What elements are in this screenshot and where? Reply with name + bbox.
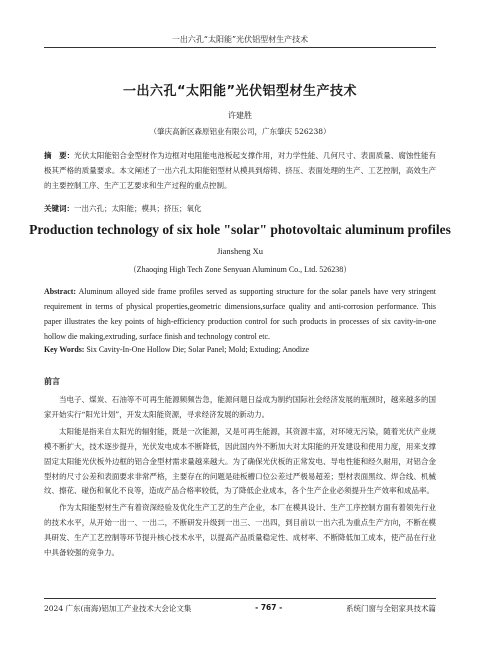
footer-rule: [44, 598, 436, 599]
author-zh: 许建胜: [228, 111, 252, 120]
abstract-zh-text: 光伏太阳能铝合金型材作为边框对电阻能电池板起支撑作用，对力学性能、几何尺寸、表面质量、腐蚀性能有极其严格的质量要求。本文阐述了一出六孔太阳能铝型材从模具到熔铸、挤压、表面处理的生产、工艺控制，高效生产的主要控制工序、生产工艺要求和生产过程的重点控制。: [44, 151, 437, 190]
affiliation-en: （Zhaoqing High Tech Zone Senyuan Aluminum Co., Ltd. 526238）: [128, 265, 352, 274]
keywords-en-text: Six Cavity-In-One Hollow Die; Solar Panel; Mold; Extuding; Anodize: [84, 345, 310, 354]
body-text: [44, 393, 436, 563]
affiliation-zh: （肇庆高新区森原铝业有限公司，广东肇庆 526238）: [149, 127, 331, 136]
keywords-en-label: Key Words:: [44, 345, 85, 354]
abstract-zh-label: 摘 要：: [44, 151, 75, 160]
paper-title-en: Production technology of six hole "solar" photovoltaic aluminum profiles: [29, 222, 451, 237]
keywords-en: [44, 343, 436, 357]
footer-proceedings: 2024 广东(南海)铝加工产业技术大会论文集: [44, 604, 192, 613]
body-paragraph: 太阳能是指来自太阳光的辐射能，既是一次能源，又是可再生能源，其资源丰富，对环境无污染，随着光伏产业规模不断扩大，技术逐步提升，光伏发电成本不断降低，因此国内外不断加大对太阳能的开发建设和使用力度，用来支撑固定太阳能光伏板外边框的铝合金型材需求量越来越大。为了确保光伏板的正常发电、导电性能和经久耐用，对铝合金型材的尺寸公差和表面要求非常严格，主要存在的问题是硅板槽口位公差过严极易超差；型材表面黑纹、焊合线、机械纹、擦花、碰伤和氧化不良等，造成产品合格率较低，为了降低企业成本，各个生产企业必须提升生产效率和成品率。: [44, 426, 436, 496]
footer: [44, 603, 436, 614]
footer-section: 系统门窗与全铝家具技术篇: [346, 604, 436, 613]
abstract-zh: [44, 148, 436, 193]
page-number: - 767 -: [255, 603, 283, 612]
keywords-zh-text: 一出六孔；太阳能；模具；挤压；氧化: [74, 204, 202, 213]
abstract-en-label: Abstract:: [44, 287, 76, 296]
body-paragraph: 当电子、煤炭、石油等不可再生能源频频告急，能源问题日益成为制约国际社会经济发展的瓶颈时，越来越多的国家开始实行“阳光计划”，开发太阳能资源，寻求经济发展的新动力。: [44, 395, 436, 419]
keywords-zh-label: 关键词：: [44, 204, 74, 213]
section-heading-preface: 前言: [44, 377, 60, 386]
keywords-zh: [44, 201, 436, 216]
abstract-en-text: Aluminum alloyed side frame profiles served as supporting structure for the solar panels have very stringent requirement in terms of physical properties,geometric dimensions,surface quality and anti-corrosion performance. This paper illustrates the key points of high-efficiency production control for such products in processes of six cavity-in-one hollow die making,extruding, surface finish and technology control etc.: [44, 287, 436, 341]
abstract-en: [44, 284, 436, 344]
author-en: Jiansheng Xu: [216, 246, 264, 256]
paper-title-zh: 一出六孔“太阳能”光伏铝型材生产技术: [122, 84, 358, 99]
running-header: 一出六孔“太阳能”光伏铝型材生产技术: [171, 35, 309, 44]
body-paragraph: 作为太阳能型材生产有着资深经验及优化生产工艺的生产企业，本厂在模具设计、生产工序控制方面有着领先行业的技术水平，从开始一出一、一出二，不断研发升级到一出三、一出四，到目前以一出六孔为重点生产方向，不断在模具研发、生产工艺控制等环节提升核心技术水平，以提高产品质量稳定性、成材率、不断降低加工成本，使产品在行业中具备较强的竞争力。: [44, 503, 436, 558]
header-rule: [44, 47, 436, 48]
